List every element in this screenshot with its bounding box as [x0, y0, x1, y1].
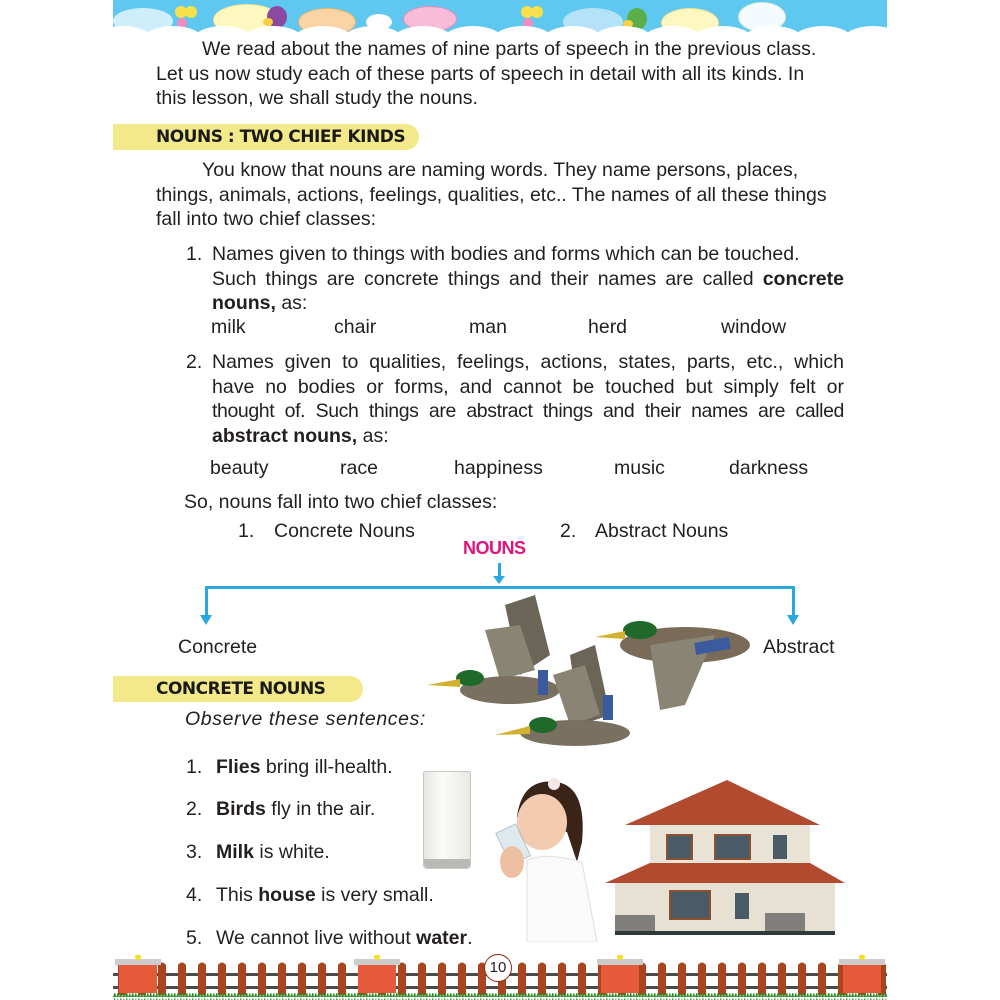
- sentence-item: [186, 926, 473, 951]
- intro-paragraph: [156, 37, 844, 111]
- diagram-label-abstract: Abstract: [763, 636, 835, 658]
- brick-pillar: [839, 955, 885, 993]
- example-word: milk: [211, 316, 246, 338]
- bold-term: abstract nouns,: [212, 424, 358, 447]
- house-image: [605, 775, 850, 945]
- diagram-root-nouns: NOUNS: [463, 538, 526, 558]
- sentence-text: bring ill-health.: [260, 756, 393, 778]
- list-number: 1.: [186, 243, 203, 265]
- definition-line: thought of. Such things are abstract things and their names are called: [212, 400, 844, 422]
- girl-drinking-water-image: [492, 772, 602, 942]
- section-heading-concrete-nouns: CONCRETE NOUNS: [156, 679, 326, 699]
- bold-noun: Flies: [216, 756, 261, 778]
- definition-line: have no bodies or forms, and cannot be touched but simply felt or: [212, 375, 844, 398]
- class-label-abstract: Abstract Nouns: [595, 520, 729, 542]
- intro-line: this lesson, we shall study the nouns.: [156, 87, 478, 109]
- sentence-text: .: [467, 927, 473, 949]
- bold-noun: Milk: [216, 841, 254, 863]
- example-word: chair: [334, 316, 377, 338]
- diagram-connector: [205, 586, 208, 618]
- summary-text: So, nouns fall into two chief classes:: [184, 491, 498, 513]
- sentence-number: 4.: [186, 884, 203, 906]
- concrete-examples: [0, 316, 1000, 340]
- arrow-down-icon: [493, 576, 505, 584]
- sentence-item: [186, 797, 376, 822]
- sentence-text: is white.: [253, 841, 330, 863]
- example-word: herd: [588, 316, 628, 338]
- sentence-number: 1.: [186, 756, 203, 778]
- bold-term: concrete: [762, 267, 844, 290]
- brick-pillar: [354, 955, 400, 993]
- sentence-number: 2.: [186, 798, 203, 820]
- diagram-connector: [792, 586, 795, 618]
- class-number: 1.: [238, 520, 255, 542]
- abstract-definition: [212, 350, 844, 448]
- section-heading-two-chief-kinds: NOUNS : TWO CHIEF KINDS: [156, 127, 406, 147]
- sentence-item: [186, 755, 393, 780]
- class-number: 2.: [560, 520, 577, 542]
- sentence-item: [186, 840, 330, 865]
- list-number: 2.: [186, 351, 203, 373]
- sentence-item: [186, 883, 434, 908]
- duck: [595, 621, 750, 710]
- bold-noun: house: [258, 884, 316, 906]
- abstract-examples: [0, 457, 1000, 481]
- paragraph-line: fall into two chief classes:: [156, 208, 377, 230]
- intro-line: Let us now study each of these parts of speech in detail with all its kinds. In: [156, 62, 805, 85]
- sentence-text: We cannot live without: [216, 927, 417, 949]
- sentence-text: is very small.: [315, 884, 434, 906]
- definition-line: as:: [357, 424, 389, 447]
- milk-glass-image: [423, 771, 471, 869]
- paragraph-line: things, animals, actions, feelings, qualities, etc.. The names of all these things: [156, 183, 827, 206]
- concrete-definition: [212, 242, 844, 316]
- instruction-text: Observe these sentences:: [185, 708, 426, 730]
- definition-line: as:: [275, 292, 308, 314]
- brick-pillar: [115, 955, 161, 993]
- diagram-label-concrete: Concrete: [178, 636, 258, 658]
- example-word: music: [614, 457, 665, 479]
- flying-ducks-illustration: [425, 595, 755, 750]
- example-word: happiness: [454, 457, 543, 479]
- arrow-down-icon: [200, 615, 212, 625]
- intro-line: We read about the names of nine parts of speech in the previous class.: [202, 38, 817, 60]
- definition-line: Names given to qualities, feelings, actions, states, parts, etc., which: [212, 351, 844, 373]
- sentence-number: 3.: [186, 841, 203, 863]
- duck: [427, 595, 560, 704]
- brick-pillar: [597, 955, 643, 993]
- example-word: window: [721, 316, 787, 338]
- top-cloud-banner: [113, 0, 887, 40]
- example-word: man: [469, 316, 507, 338]
- example-word: darkness: [729, 457, 809, 479]
- definition-line: Such things are concrete things and their names are called: [212, 267, 754, 290]
- arrow-down-icon: [787, 615, 799, 625]
- definition-line: Names given to things with bodies and forms which can be touched.: [212, 243, 800, 265]
- class-label-concrete: Concrete Nouns: [274, 520, 415, 542]
- bold-noun: water: [416, 927, 468, 949]
- sentence-text: This: [216, 884, 259, 906]
- paragraph-line: You know that nouns are naming words. They name persons, places,: [202, 159, 799, 181]
- nouns-intro-paragraph: [156, 158, 844, 232]
- sentence-number: 5.: [186, 927, 203, 949]
- page-number: 10: [484, 954, 512, 982]
- example-word: race: [340, 457, 378, 479]
- example-word: beauty: [210, 457, 269, 479]
- diagram-branch-line: [205, 586, 795, 589]
- bold-noun: Birds: [216, 798, 266, 820]
- bold-term: nouns,: [212, 292, 276, 314]
- sentence-text: fly in the air.: [265, 798, 376, 820]
